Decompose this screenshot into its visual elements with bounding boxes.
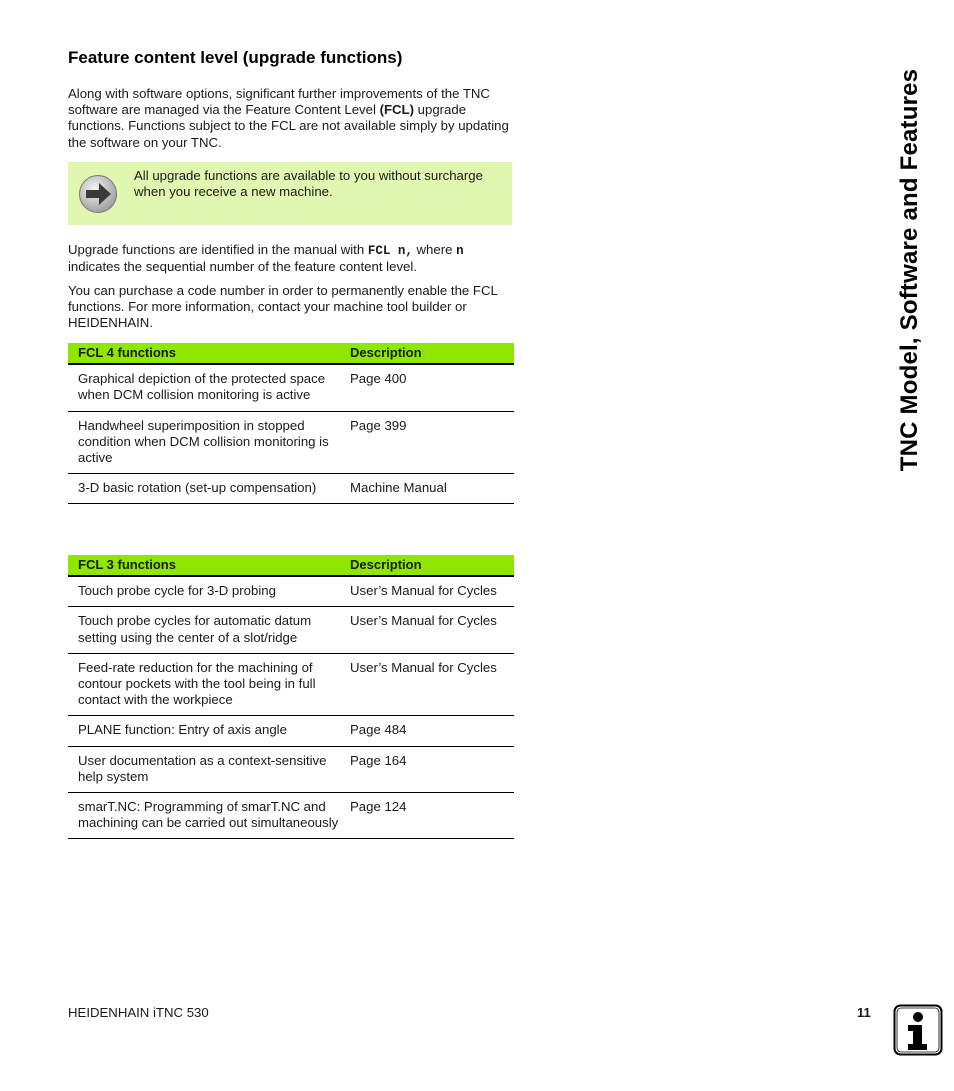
function-cell: PLANE function: Entry of axis angle bbox=[68, 716, 350, 746]
table-row bbox=[68, 364, 514, 411]
description-cell: Machine Manual bbox=[350, 474, 514, 504]
fcl4-table bbox=[68, 343, 514, 504]
table-header-row bbox=[68, 343, 514, 364]
function-cell: smarT.NC: Programming of smarT.NC and machining can be carried out simultaneously bbox=[68, 793, 350, 839]
column-header: Description bbox=[350, 343, 514, 364]
arrow-right-icon bbox=[78, 174, 118, 214]
description-cell: Page 164 bbox=[350, 746, 514, 792]
function-cell: Graphical depiction of the protected space when DCM collision monitoring is active bbox=[68, 364, 350, 411]
fcl3-table bbox=[68, 555, 514, 839]
table-row bbox=[68, 607, 514, 653]
column-header: FCL 4 functions bbox=[68, 343, 350, 364]
table-row bbox=[68, 716, 514, 746]
table-row bbox=[68, 474, 514, 504]
function-cell: Touch probe cycle for 3-D probing bbox=[68, 576, 350, 607]
table-header-row bbox=[68, 555, 514, 576]
footer-product: HEIDENHAIN iTNC 530 bbox=[68, 1005, 209, 1020]
page-title: Feature content level (upgrade functions) bbox=[68, 48, 403, 67]
description-cell: Page 484 bbox=[350, 716, 514, 746]
description-cell: Page 124 bbox=[350, 793, 514, 839]
column-header: FCL 3 functions bbox=[68, 555, 350, 576]
function-cell: Feed-rate reduction for the machining of contour pockets with the tool being in full contact with the workpiece bbox=[68, 653, 350, 716]
page-number: 11 bbox=[857, 1005, 871, 1020]
info-icon bbox=[893, 1004, 943, 1056]
note-box bbox=[68, 162, 512, 225]
description-cell: User’s Manual for Cycles bbox=[350, 607, 514, 653]
function-cell: Touch probe cycles for automatic datum setting using the center of a slot/ridge bbox=[68, 607, 350, 653]
table-row bbox=[68, 411, 514, 474]
column-header: Description bbox=[350, 555, 514, 576]
note-text: All upgrade functions are available to you without surcharge when you receive a new machine. bbox=[134, 168, 483, 200]
description-cell: User’s Manual for Cycles bbox=[350, 653, 514, 716]
description-cell: Page 399 bbox=[350, 411, 514, 474]
table-row bbox=[68, 576, 514, 607]
function-cell: Handwheel superimposition in stopped condition when DCM collision monitoring is active bbox=[68, 411, 350, 474]
function-cell: 3-D basic rotation (set-up compensation) bbox=[68, 474, 350, 504]
description-cell: Page 400 bbox=[350, 364, 514, 411]
purchase-paragraph: You can purchase a code number in order to permanently enable the FCL functions. For more information, contact your machine tool builder or HEIDENHAIN. bbox=[68, 283, 498, 331]
side-title-text: TNC Model, Software and Features bbox=[896, 68, 923, 472]
identify-paragraph: Upgrade functions are identified in the manual with FCL n, where n indicates the sequential number of the feature content level. bbox=[68, 242, 464, 275]
intro-paragraph: Along with software options, significant further improvements of the TNC software are managed via the Feature Content Level (FCL) upgrade functions. Functions subject to the FCL are not available simply by updating the software on your TNC. bbox=[68, 86, 509, 150]
function-cell: User documentation as a context-sensitive help system bbox=[68, 746, 350, 792]
description-cell: User’s Manual for Cycles bbox=[350, 576, 514, 607]
table-row bbox=[68, 793, 514, 839]
table-row bbox=[68, 653, 514, 716]
table-row bbox=[68, 746, 514, 792]
